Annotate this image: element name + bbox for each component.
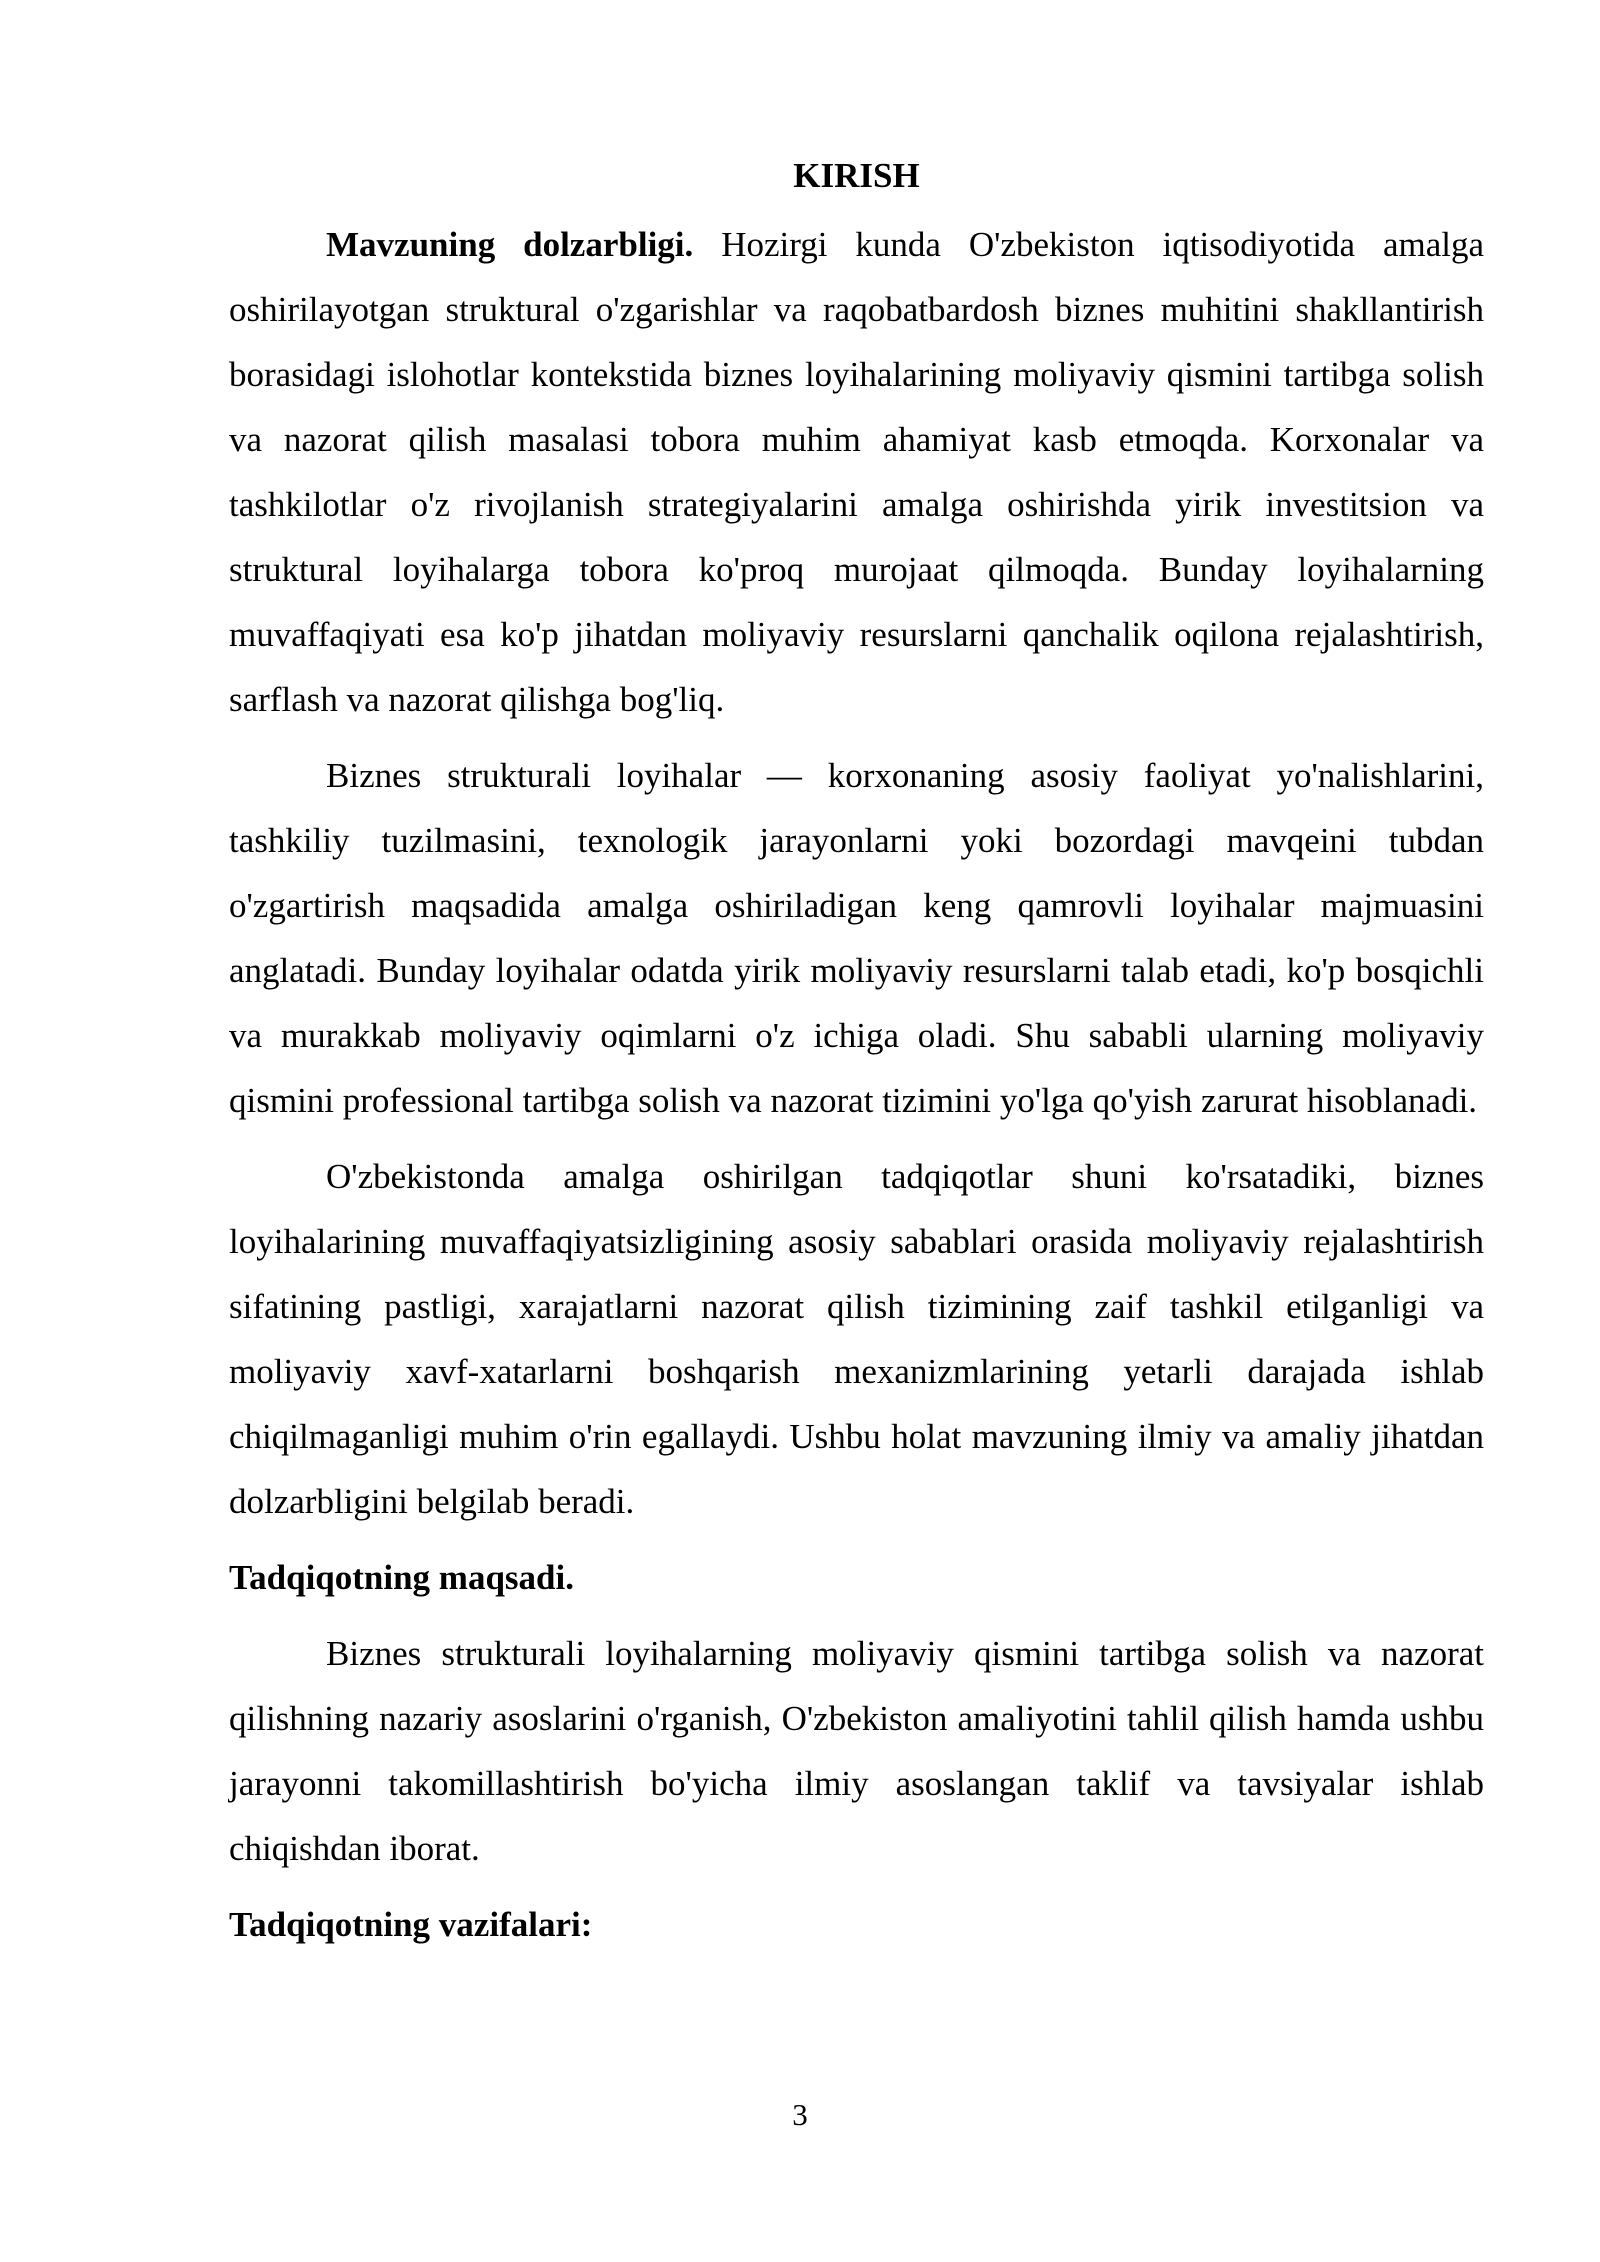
- tasks-heading: Tadqiqotning vazifalari:: [229, 1905, 593, 1944]
- paragraph-structural-projects: Biznes strukturali loyihalar — korxonaning asosiy faoliyat yo'nalishlarini, tashkiliy tuzilmasini, texnologik jarayonlarni yoki bozordagi mavqeini tubdan o'zgartirish maqsadida amalga oshiriladigan keng qamrovli loyihalar majmuasini anglatadi. Bunday loyihalar odatda yirik moliyaviy resurslarni talab etadi, ko'p bosqichli va murakkab moliyaviy oqimlarni o'z ichiga oladi. Shu sababli ularning moliyaviy qismini professional tartibga solish va nazorat tizimini yo'lga qo'yish zarurat hisoblanadi.: [229, 756, 1484, 1120]
- paragraph-research-findings: O'zbekistonda amalga oshirilgan tadqiqotlar shuni ko'rsatadiki, biznes loyihalarining muvaffaqiyatsizligining asosiy sabablari orasida moliyaviy rejalashtirish sifatining pastligi, xarajatlarni nazorat qilish tizimining zaif tashkil etilganligi va moliyaviy xavf-xatarlarni boshqarish mexanizmlarining yetarli darajada ishlab chiqilmaganligi muhim o'rin egallaydi. Ushbu holat mavzuning ilmiy va amaliy jihatdan dolzarbligini belgilab beradi.: [229, 1157, 1484, 1521]
- relevance-text: Hozirgi kunda O'zbekiston iqtisodiyotida amalga oshirilayotgan struktural o'zgarishlar va raqobatbardosh biznes muhitini shakllantirish borasidagi islohotlar kontekstida biznes loyihalarining moliyaviy qismini tartibga solish va nazorat qilish masalasi tobora muhim ahamiyat kasb etmoqda. Korxonalar va tashkilotlar o'z rivojlanish strategiyalarini amalga oshirishda yirik investitsion va struktural loyihalarga tobora ko'proq murojaat qilmoqda. Bunday loyihalarning muvaffaqiyati esa ko'p jihatdan moliyaviy resurslarni qanchalik oqilona rejalashtirish, sarflash va nazorat qilishga bog'liq.: [229, 225, 1484, 719]
- relevance-paragraph: [229, 212, 1484, 732]
- relevance-lead: Mavzuning dolzarbligi.: [326, 225, 694, 264]
- page-number: 3: [792, 2097, 808, 2132]
- page-title: KIRISH: [793, 156, 920, 195]
- page-content: [229, 148, 1484, 1968]
- goal-paragraph: Biznes strukturali loyihalarning moliyaviy qismini tartibga solish va nazorat qilishning nazariy asoslarini o'rganish, O'zbekiston amaliyotini tahlil qilish hamda ushbu jarayonni takomillashtirish bo'yicha ilmiy asoslangan taklif va tavsiyalar ishlab chiqishdan iborat.: [229, 1634, 1484, 1868]
- goal-heading: Tadqiqotning maqsadi.: [229, 1558, 574, 1597]
